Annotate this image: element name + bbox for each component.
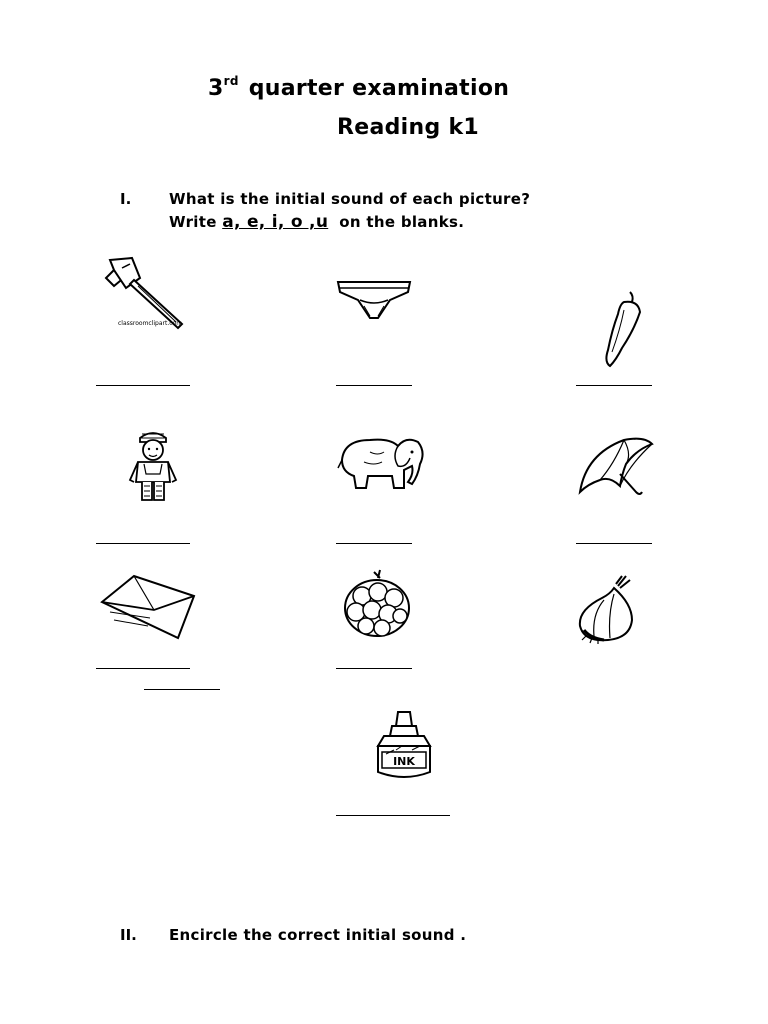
ink-label: INK	[393, 755, 415, 768]
answer-blank[interactable]	[96, 385, 190, 386]
pepper-icon	[600, 290, 650, 374]
section-1-numeral: I.	[120, 190, 132, 208]
underwear-icon	[334, 276, 414, 332]
answer-blank[interactable]	[144, 689, 220, 690]
exam-title: 3rd quarter examination	[208, 74, 510, 101]
boy-icon	[124, 428, 182, 508]
fruit-icon	[340, 568, 414, 644]
ink-bottle-icon	[372, 710, 436, 788]
answer-blank[interactable]	[576, 543, 652, 544]
section-2-numeral: II.	[120, 926, 137, 944]
exam-subtitle: Reading k1	[337, 115, 480, 140]
answer-blank[interactable]	[336, 543, 412, 544]
axe-caption: classroomclipart.com	[118, 320, 183, 327]
answer-blank[interactable]	[96, 543, 190, 544]
envelope-icon	[98, 572, 198, 646]
section-1-instruction-line-1: What is the initial sound of each picture?	[169, 190, 531, 208]
vowel-list: a, e, i, o ,u	[222, 212, 329, 232]
section-1-instruction-line-2: Write a, e, i, o ,u on the blanks.	[169, 212, 465, 232]
answer-blank[interactable]	[336, 668, 412, 669]
onion-icon	[574, 574, 638, 650]
section-2-instruction: Encircle the correct initial sound .	[169, 926, 467, 944]
umbrella-icon	[574, 434, 656, 502]
answer-blank[interactable]	[336, 815, 450, 816]
elephant-icon	[334, 430, 428, 500]
answer-blank[interactable]	[576, 385, 652, 386]
answer-blank[interactable]	[96, 668, 190, 669]
axe-icon	[96, 252, 192, 336]
answer-blank[interactable]	[336, 385, 412, 386]
